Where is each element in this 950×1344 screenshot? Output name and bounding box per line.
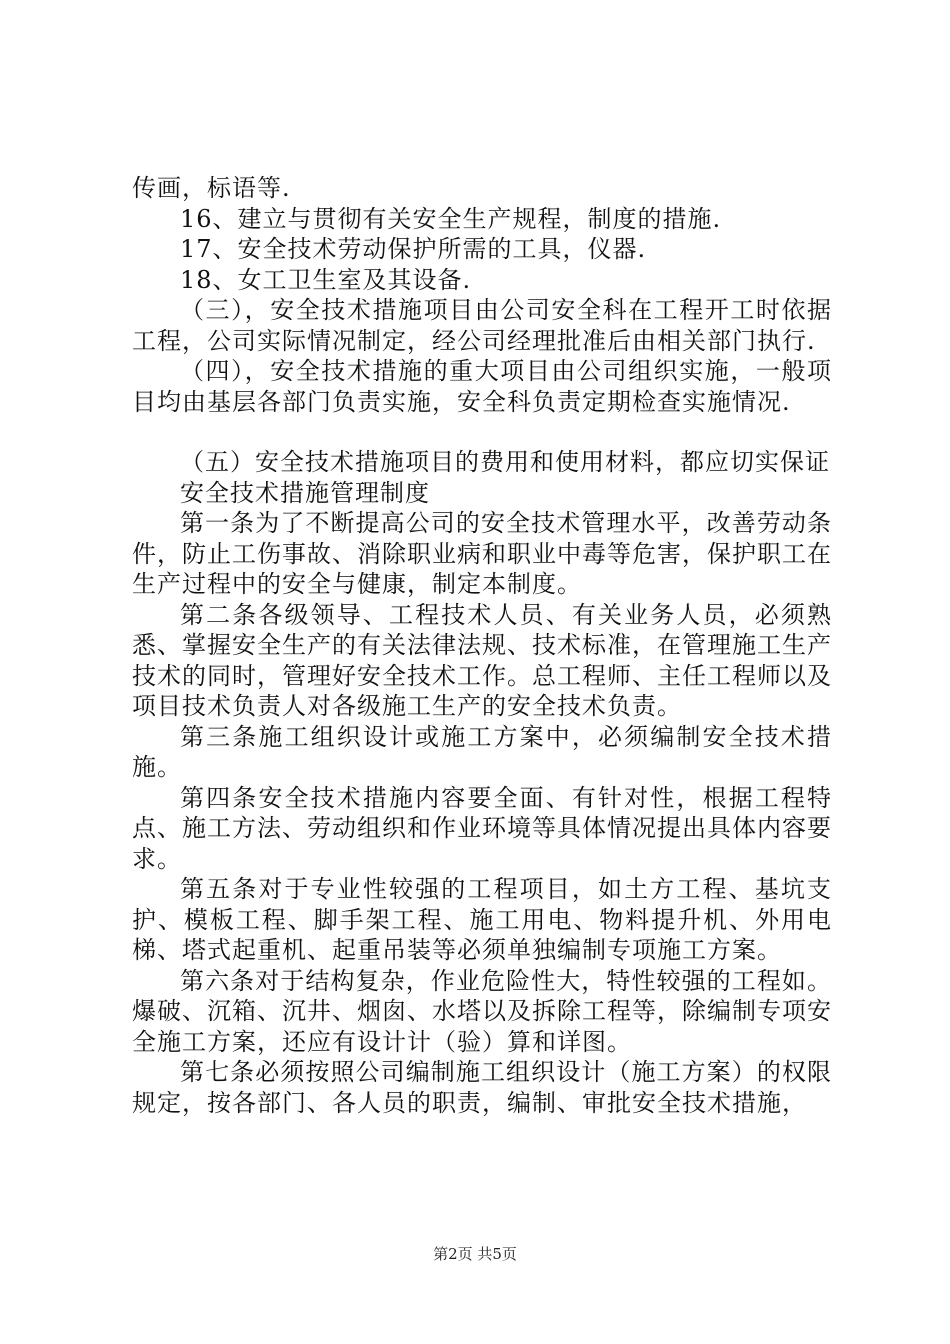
article-three: 第三条施工组织设计或施工方案中，必须编制安全技术措施。 — [132, 722, 832, 781]
article-four: 第四条安全技术措施内容要全面、有针对性，根据工程特点、施工方法、劳动组织和作业环境等具体情况提出具体内容要求。 — [132, 783, 832, 873]
article-one: 第一条为了不断提高公司的安全技术管理水平，改善劳动条件，防止工伤事故、消除职业病和职业中毒等危害，保护职工在生产过程中的安全与健康，制定本制度。 — [132, 509, 832, 598]
clause-three: （三），安全技术措施项目由公司安全科在工程开工时依据工程，公司实际情况制定，经公司经理批准后由相关部门执行. — [132, 296, 832, 355]
section-title: 安全技术措施管理制度 — [180, 478, 430, 507]
page-number: 第2页 共5页 — [433, 1245, 517, 1263]
clause-five: （五）安全技术措施项目的费用和使用材料，都应切实保证 — [180, 448, 830, 476]
list-item-16: 16、建立与贯彻有关安全生产规程，制度的措施. — [180, 204, 722, 233]
article-seven: 第七条必须按照公司编制施工组织设计（施工方案）的权限规定，按各部门、各人员的职责，编制、审批安全技术措施， — [132, 1058, 832, 1117]
clause-four: （四），安全技术措施的重大项目由公司组织实施，一般项目均由基层各部门负责实施，安全科负责定期检查实施情况. — [132, 357, 832, 416]
list-item-17: 17、安全技术劳动保护所需的工具，仪器. — [180, 235, 647, 263]
paragraph-continuation: 传画，标语等. — [132, 174, 291, 202]
article-five: 第五条对于专业性较强的工程项目，如土方工程、基坑支护、模板工程、脚手架工程、施工用电、物料提升机、外用电梯、塔式起重机、起重吊装等必须单独编制专项施工方案。 — [132, 875, 832, 964]
list-item-18: 18、女工卫生室及其设备. — [180, 265, 472, 294]
document-body — [132, 173, 832, 1118]
paragraph-spacer — [132, 417, 832, 447]
article-six: 第六条对于结构复杂，作业危险性大，特性较强的工程如。爆破、沉箱、沉井、烟囱、水塔以及拆除工程等，除编制专项安全施工方案，还应有设计计（验）算和详图。 — [132, 966, 832, 1056]
article-two: 第二条各级领导、工程技术人员、有关业务人员，必须熟悉、掌握安全生产的有关法律法规、技术标准，在管理施工生产技术的同时，管理好安全技术工作。总工程师、主任工程师以及项目技术负责人对各级施工生产的安全技术负责。 — [132, 600, 832, 720]
